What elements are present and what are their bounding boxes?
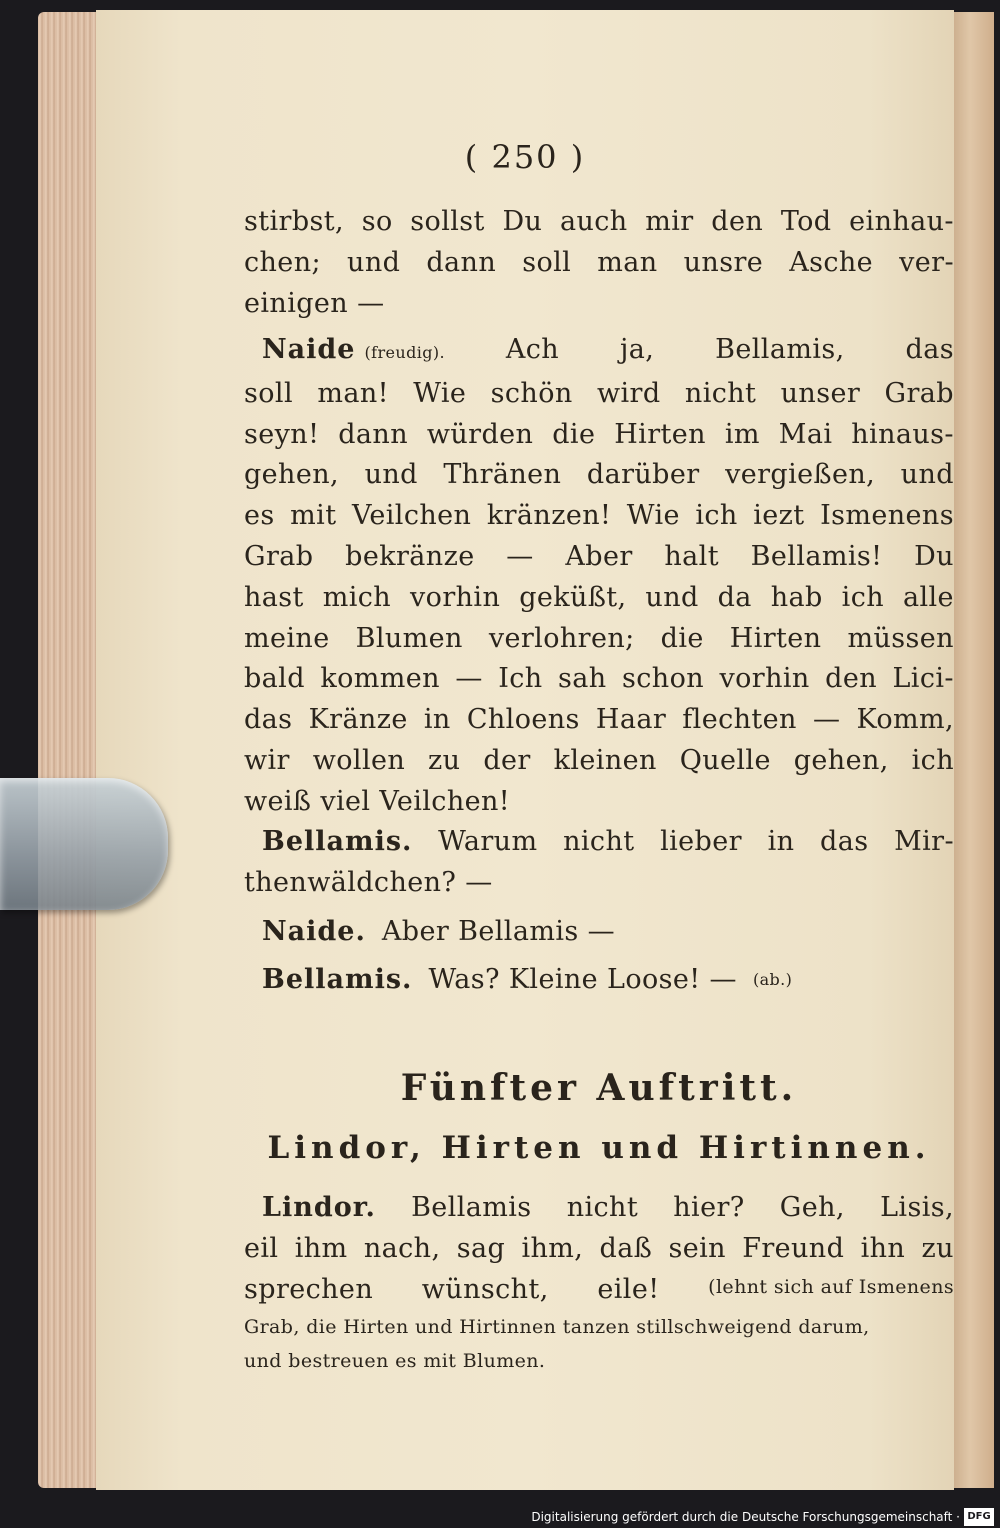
word: ihm [294,1232,348,1264]
speaker-name: Lindor. [262,1192,376,1223]
word: es [244,500,275,532]
scene-cast: Lindor, Hirten und Hirtinnen. [267,1130,931,1166]
word: da [717,581,752,613]
dfg-logo: DFG [964,1508,994,1526]
word: nicht [563,826,635,857]
page-edges [38,12,100,1488]
word: das [244,704,293,736]
page-weight-clip [0,778,168,910]
word: Mir- [894,826,954,857]
word: würden [426,418,534,450]
text-line [244,243,954,284]
word: mich [322,581,392,613]
word: man! [317,377,389,409]
word: gehen, [793,744,889,776]
word: müssen [847,622,954,654]
word: hinaus- [851,418,954,450]
word: Tod [780,206,832,237]
paragraph-bellamis [244,822,954,904]
word: ja, [620,334,655,365]
word: auch [559,206,628,237]
text-line [244,700,954,741]
word: seyn! [244,418,320,450]
word: hier? [673,1192,745,1223]
stage-direction: (lehnt sich auf Ismenens [708,1275,954,1298]
word: ich [911,744,954,776]
word: — [506,540,534,572]
text-line [244,659,954,700]
word: das [820,826,869,857]
word: den [711,206,764,237]
word: geküßt, [519,581,627,613]
word: sollst [410,206,485,237]
word: Du [502,206,543,237]
page-number: ( 250 ) [464,138,586,176]
word: unser [780,377,861,409]
word: bald [244,663,305,695]
word: Grab [244,540,314,572]
text-line [244,202,954,243]
line-text: Was? Kleine Loose! — [428,964,737,995]
word: bekränze [345,540,475,572]
word: soll [522,246,572,278]
word: ich [841,581,885,613]
word: Haar [595,704,667,736]
word: mir [645,206,694,237]
word: Bellamis [411,1192,532,1223]
text-line [244,537,954,578]
word: schön [490,377,573,409]
word: Mai [778,418,833,450]
text-line [244,619,954,660]
word: Veilchen [351,500,472,532]
speaker-name: Bellamis. [262,826,413,857]
word: den [825,663,878,695]
word: wünscht, [421,1273,549,1305]
word: man [597,246,658,278]
word: Kränze [308,704,408,736]
word: wollen [312,744,406,776]
word: Freund [742,1232,845,1264]
word: hast [244,581,304,613]
word: — [455,663,483,695]
word: stirbst, [244,206,345,237]
word: vorhin [719,663,810,695]
word: dann [426,246,497,278]
word: kleinen [553,744,657,776]
text-line: weiß viel Veilchen! [244,785,511,817]
word: chen; [244,246,321,278]
word: Ach [505,334,560,365]
stage-direction: (ab.) [752,970,793,989]
word: Lisis, [880,1192,954,1223]
right-page-edge [954,12,994,1488]
text-line [244,496,954,537]
paragraph-lindor [244,1188,954,1378]
word: in [767,826,795,857]
word: mit [290,500,337,532]
word: sein [668,1232,726,1264]
word: meine [244,622,330,654]
word: Quelle [679,744,771,776]
word: Ich [498,663,543,695]
word: nicht [684,377,757,409]
text-line [244,1270,954,1311]
word: sah [558,663,607,695]
word: sprechen [244,1273,374,1305]
word: iezt [753,500,805,532]
word: ihn [860,1232,906,1264]
stage-direction: (freudig). [364,343,445,362]
word: Chloens [466,704,580,736]
word: verlohren; [488,622,635,654]
text-line [244,960,954,1001]
word: und [900,459,954,491]
word: einhau- [849,206,954,237]
word: eil [244,1232,279,1264]
book-page [96,10,954,1490]
word: soll [244,377,293,409]
word: Wie [413,377,467,409]
word: halt [664,540,719,572]
word: vorhin [410,581,501,613]
word: flechten [682,704,797,736]
word: die [660,622,704,654]
word: kränzen! [486,500,612,532]
word: ver- [899,246,954,278]
word: zu [428,744,461,776]
text-line [244,330,954,374]
word: das [905,334,954,365]
word: ihm, [521,1232,584,1264]
text-line [244,415,954,456]
speaker-name: Naide. [262,916,366,947]
word: — [812,704,841,736]
word: Komm, [856,704,954,736]
word: ich [695,500,738,532]
word: alle [902,581,954,613]
word: sag [456,1232,506,1264]
stage-direction-line: Grab, die Hirten und Hirtinnen tanzen stillschweigend darum, [244,1316,870,1339]
text-line [244,912,954,953]
text-line [244,1229,954,1270]
word: in [423,704,451,736]
word: Wie [626,500,680,532]
word: kommen [320,663,440,695]
speaker-name: Naide [262,334,356,365]
word: gehen, [244,459,340,491]
word: schon [622,663,705,695]
text-line [244,578,954,619]
word: im [724,418,760,450]
word: daß [599,1232,653,1264]
word: hab [770,581,823,613]
word: vergießen, [725,459,876,491]
text-line [244,374,954,415]
text-line [244,741,954,782]
word: dann [338,418,408,450]
word: wird [597,377,661,409]
word: der [483,744,531,776]
word: darüber [586,459,700,491]
paragraph-bellamis-2 [244,960,954,1001]
funding-credit: Digitalisierung gefördert durch die Deutsche Forschungsgemeinschaft · [531,1510,960,1524]
word: Lici- [892,663,954,695]
word: und [364,459,418,491]
text-line [244,455,954,496]
text-line [244,822,954,863]
speaker-name: Bellamis. [262,964,413,995]
word: die [552,418,596,450]
text-line [244,1188,954,1229]
word: nach, [363,1232,441,1264]
word: und [645,581,699,613]
word: Hirten [729,622,822,654]
paragraph-naide-2 [244,912,954,953]
paragraph-continuation [244,202,954,324]
word: Warum [438,826,538,857]
word: nicht [566,1192,639,1223]
word: Hirten [614,418,706,450]
word: Aber [565,540,633,572]
word: Geh, [779,1192,845,1223]
word: Grab [884,377,954,409]
word: Blumen [355,622,463,654]
word: und [347,246,401,278]
text-line: einigen — [244,287,385,319]
word: eile! [597,1273,660,1305]
line-text: Aber Bellamis — [381,916,616,947]
word: Ismenens [820,500,954,532]
word: wir [244,744,290,776]
scene-heading: Fünfter Auftritt. [400,1067,798,1109]
word: Thränen [443,459,562,491]
word: Bellamis, [715,334,845,365]
word: unsre [683,246,764,278]
word: so [361,206,393,237]
word: Asche [789,246,874,278]
stage-direction-line: und bestreuen es mit Blumen. [244,1350,546,1373]
word: Du [914,540,954,572]
word: lieber [660,826,742,857]
text-line: thenwäldchen? — [244,866,493,898]
word: Bellamis! [750,540,883,572]
word: zu [921,1232,954,1264]
paragraph-naide [244,330,954,823]
